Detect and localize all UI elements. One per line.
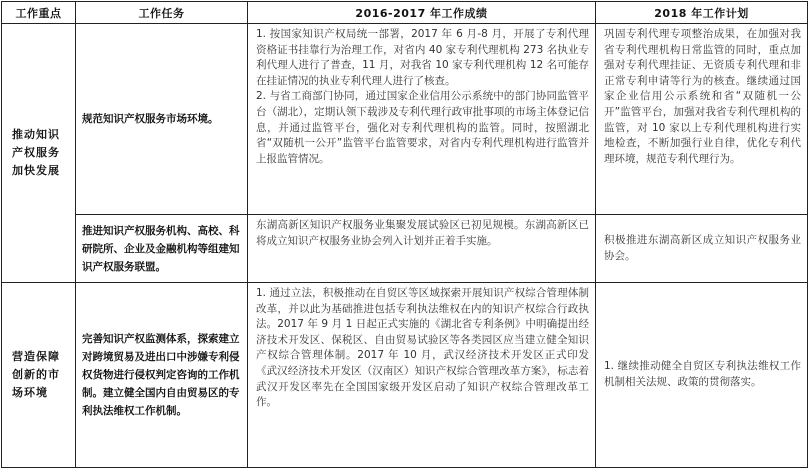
- plan-cell: 1. 继续推动健全自贸区专利执法维权工作机制相关法规、政策的贯彻落实。: [596, 283, 808, 468]
- achievement-paragraph: 东湖高新区知识产权服务业集聚发展试验区已初见规模。东湖高新区已将成立知识产权服务业协会列入计划并正着手实施。: [256, 219, 589, 247]
- achievement-paragraph: 1. 通过立法，积极推动在自贸区等区域探索开展知识产权综合管理体制改革，并以此为基础推进包括专利执法维权在内的知识产权综合行政执法。2017 年 9 月 1 日起正式实施的《湖北省专利条例》中明确提出经济技术开发区、保税区、自由贸易试验区等各类园区应当建立健全知识产权综合管理体制。2017 年 10 月，武汉经济技术开发区正式印发《武汉经济技术开发区（汉南区）知识产权综合管理改革方案》，标志着武汉开发区率先在全国国家级开发区启动了知识产权综合管理改革工作。: [256, 287, 589, 409]
- header-task: 工作任务: [76, 2, 248, 24]
- header-row: [2, 2, 808, 24]
- task-cell: 规范知识产权服务市场环境。: [76, 24, 248, 215]
- focus-cell: 营造保障创新的市场环境: [2, 283, 76, 468]
- table-row: [2, 283, 808, 468]
- work-plan-table: [1, 1, 808, 468]
- focus-cell: 推动知识产权服务加快发展: [2, 24, 76, 283]
- plan-cell: 巩固专利代理专项整治成果，在加强对我省专利代理机构日常监管的同时，重点加强对专利代理挂证、无资质专利代理和非正常专利申请等行为的核查。继续通过国家企业信用公示系统和省“双随机一公开”监管平台，加强对我省专利代理机构的监管，对 10 家以上专利代理机构进行实地检查，不断加强行业自律，优化专利代理环境，规范专利代理行为。: [596, 24, 808, 215]
- task-cell: 推进知识产权服务机构、高校、科研院所、企业及金融机构等组建知识产权服务联盟。: [76, 215, 248, 283]
- table-row: [2, 24, 808, 215]
- work-plan-table-container: [1, 1, 807, 467]
- achievements-cell: [248, 283, 596, 468]
- achievement-paragraph: 1. 按国家知识产权局统一部署，2017 年 6 月-8 月，开展了专利代理资格证书挂靠行为治理工作，对省内 40 家专利代理机构 273 名执业专利代理人进行了普查，11 月，对我省 10 家专利代理机构 12 名可能存在挂证情况的执业专利代理人进行了核查。: [256, 28, 589, 87]
- achievement-paragraph: 2. 与省工商部门协同，通过国家企业信用公示系统中的部门协同监管平台（湖北），定期认领下载涉及专利代理行政审批事项的市场主体登记信息，并通过监管平台，强化对专利代理机构的监管。同时，按照湖北省“双随机一公开”监管平台监管要求，对省内专利代理机构进行监管并上报监管情况。: [256, 90, 589, 165]
- achievements-cell: [248, 24, 596, 215]
- header-plan: 2018 年工作计划: [596, 2, 808, 24]
- task-cell: 完善知识产权监测体系，探索建立对跨境贸易及进出口中涉嫌专利侵权货物进行侵权判定咨询的工作机制。建立健全国内自由贸易区的专利执法维权工作机制。: [76, 283, 248, 468]
- header-focus: 工作重点: [2, 2, 76, 24]
- header-achievements: 2016-2017 年工作成绩: [248, 2, 596, 24]
- plan-cell: 积极推进东湖高新区成立知识产权服务业协会。: [596, 215, 808, 283]
- achievements-cell: [248, 215, 596, 283]
- table-row: [2, 215, 808, 283]
